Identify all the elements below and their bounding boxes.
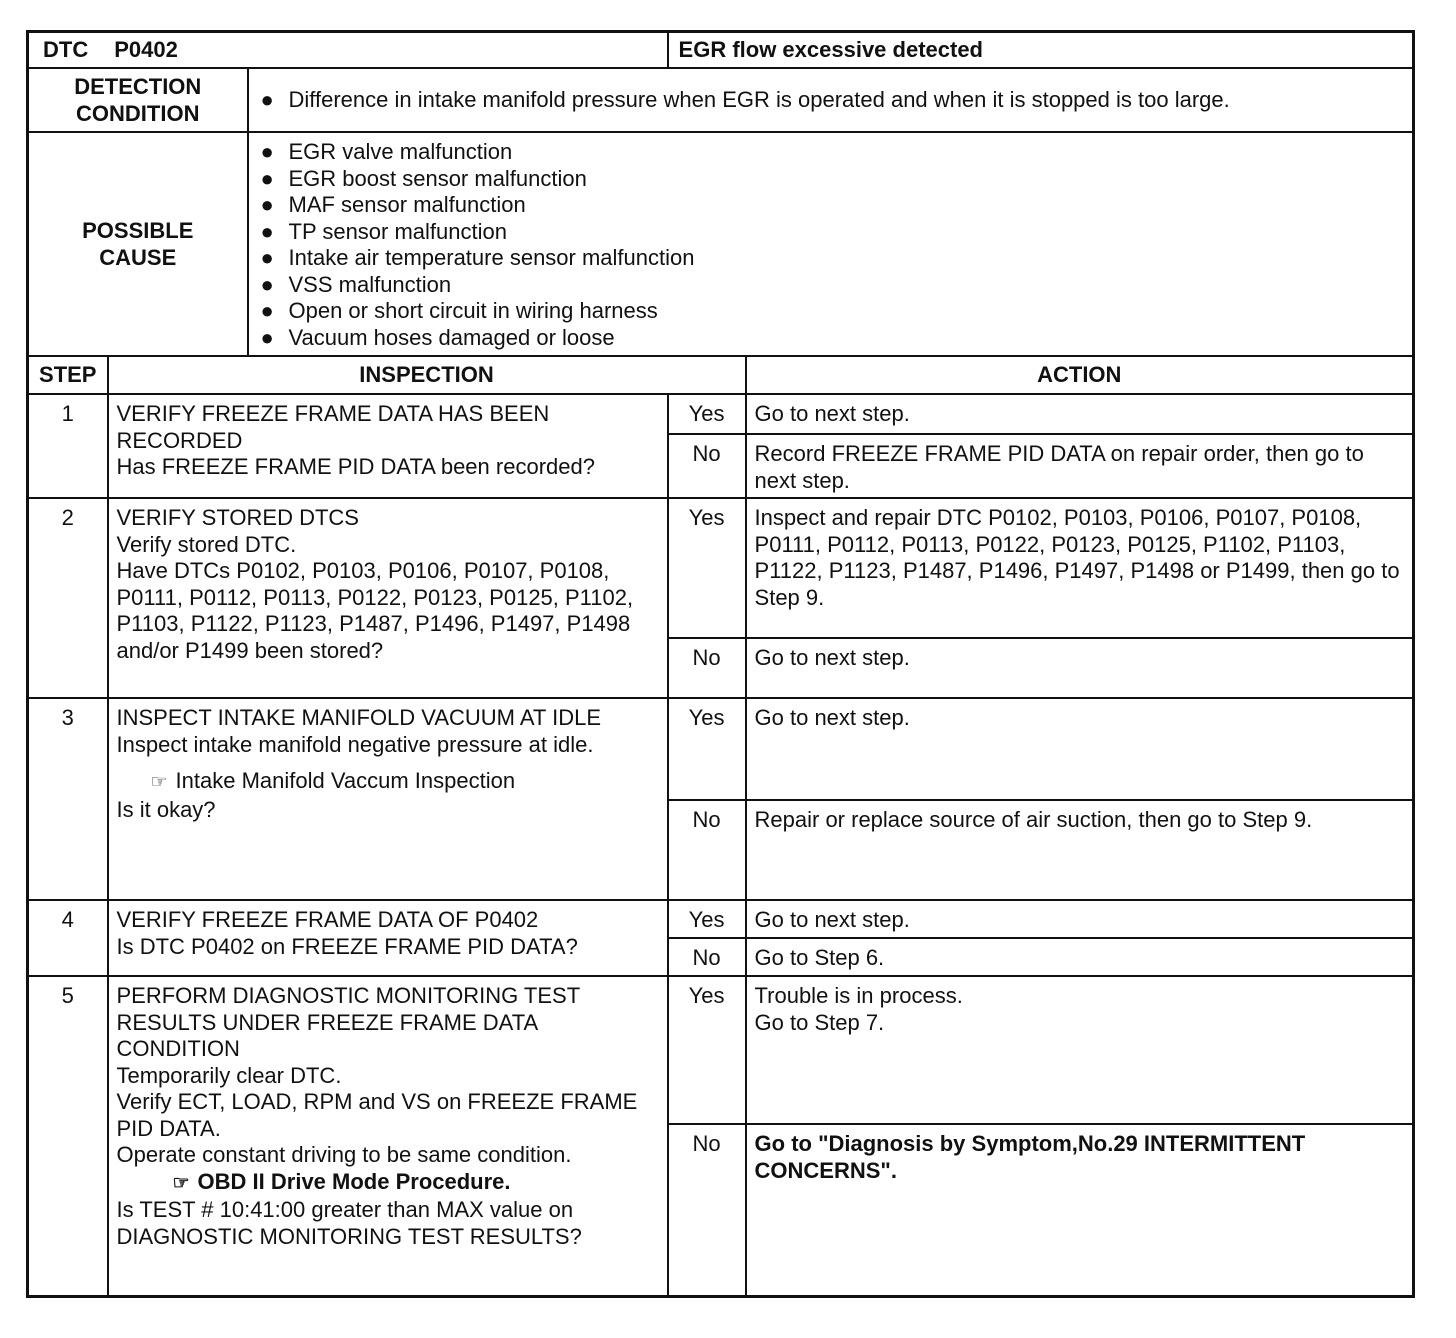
header-row	[28, 32, 1414, 69]
step-5-yes-action	[746, 976, 1414, 1124]
step-4-question: Is DTC P0402 on FREEZE FRAME PID DATA?	[116, 933, 578, 959]
cause-item-text: MAF sensor malfunction	[288, 192, 526, 217]
bullet-icon: ●	[260, 165, 274, 191]
cause-item	[257, 298, 1405, 325]
cause-item-text: VSS malfunction	[288, 271, 452, 297]
no-label: No	[668, 938, 746, 976]
column-header-row	[28, 356, 1414, 394]
bullet-icon: ●	[260, 192, 274, 217]
step-4-yes-row	[28, 900, 1414, 938]
step-3-title: INSPECT INTAKE MANIFOLD VACUUM AT IDLE	[116, 705, 601, 730]
step-5-question: Is TEST # 10:41:00 greater than MAX value on DIAGNOSTIC MONITORING TEST RESULTS?	[116, 1197, 582, 1249]
dtc-code-cell	[28, 32, 668, 69]
col-header-inspection: INSPECTION	[108, 356, 746, 394]
step-1-yes-row	[28, 394, 1414, 434]
step-5-yes-action-line2: Go to Step 7.	[754, 1009, 885, 1035]
step-3-no-action: Repair or replace source of air suction, then go to Step 9.	[746, 800, 1414, 900]
step-2-question: Have DTCs P0102, P0103, P0106, P0107, P0108, P0111, P0112, P0113, P0122, P0123, P0125, P1102, P1103, P1122, P1123, P1487, P1496, P1497, P1498 and/or P1499 been stored?	[116, 558, 634, 663]
dtc-title: EGR flow excessive detected	[668, 32, 1414, 69]
cause-item-text: Vacuum hoses damaged or loose	[288, 324, 615, 350]
dtc-label: DTC	[43, 36, 89, 62]
cause-label-line2: CAUSE	[99, 245, 177, 270]
step-2-yes-action: Inspect and repair DTC P0102, P0103, P0106, P0107, P0108, P0111, P0112, P0113, P0122, P0123, P0125, P1102, P1103, P1122, P1123, P1487, P1496, P1497, P1498 or P1499, then go to Step 9.	[746, 498, 1414, 638]
step-4-title: VERIFY FREEZE FRAME DATA OF P0402	[116, 907, 539, 932]
step-2-line: Verify stored DTC.	[116, 531, 297, 557]
yes-label: Yes	[668, 698, 746, 800]
step-1-yes-action: Go to next step.	[746, 394, 1414, 434]
step-number: 5	[28, 976, 108, 1297]
col-header-step: STEP	[28, 356, 108, 394]
step-1-inspection	[108, 394, 668, 498]
detection-row	[28, 68, 1414, 132]
detection-text: Difference in intake manifold pressure when EGR is operated and when it is stopped is too large.	[288, 86, 1230, 112]
dtc-table	[26, 30, 1415, 1298]
pointing-hand-icon: ☞	[172, 1172, 190, 1194]
cause-item	[257, 166, 1405, 193]
cause-item-text: TP sensor malfunction	[288, 218, 507, 244]
step-3-reference	[117, 768, 659, 797]
cause-item-text: EGR boost sensor malfunction	[288, 165, 587, 191]
step-2-yes-row	[28, 498, 1414, 638]
step-5-reference-text: OBD II Drive Mode Procedure.	[197, 1168, 511, 1194]
step-1-title: VERIFY FREEZE FRAME DATA HAS BEEN RECORDED	[116, 401, 550, 453]
cause-item	[257, 325, 1405, 352]
step-number: 3	[28, 698, 108, 900]
cause-item-text: Open or short circuit in wiring harness	[288, 298, 658, 323]
step-5-reference	[117, 1169, 659, 1198]
cause-list-cell	[248, 132, 1414, 356]
no-label: No	[668, 638, 746, 698]
step-2-no-action: Go to next step.	[746, 638, 1414, 698]
detection-label-line2: CONDITION	[76, 101, 200, 126]
cause-label-line1: POSSIBLE	[82, 218, 194, 243]
step-5-title: PERFORM DIAGNOSTIC MONITORING TEST RESULTS UNDER FREEZE FRAME DATA CONDITION	[116, 983, 580, 1061]
step-number: 2	[28, 498, 108, 698]
cause-row	[28, 132, 1414, 356]
dtc-diagnostic-sheet	[26, 30, 1412, 1298]
step-3-yes-row	[28, 698, 1414, 800]
bullet-icon: ●	[260, 245, 274, 270]
step-2-title: VERIFY STORED DTCS	[116, 505, 359, 530]
step-3-inspection	[108, 698, 668, 900]
cause-item	[257, 245, 1405, 272]
yes-label: Yes	[668, 900, 746, 938]
detection-item	[257, 87, 1405, 114]
bullet-icon: ●	[260, 86, 274, 112]
yes-label: Yes	[668, 498, 746, 638]
step-2-inspection	[108, 498, 668, 698]
cause-item-text: EGR valve malfunction	[288, 139, 513, 164]
step-3-yes-action: Go to next step.	[746, 698, 1414, 800]
detection-label-line1: DETECTION	[74, 74, 202, 99]
cause-list	[257, 139, 1405, 351]
step-3-reference-text: Intake Manifold Vaccum Inspection	[175, 768, 516, 793]
step-5-inspection	[108, 976, 668, 1297]
dtc-code: P0402	[114, 36, 178, 62]
step-4-yes-action: Go to next step.	[746, 900, 1414, 938]
cause-item	[257, 272, 1405, 299]
yes-label: Yes	[668, 394, 746, 434]
pointing-hand-icon: ☞	[150, 772, 168, 793]
cause-label	[28, 132, 248, 356]
step-5-line-2: Verify ECT, LOAD, RPM and VS on FREEZE FRAME PID DATA.	[116, 1089, 638, 1141]
step-5-yes-row	[28, 976, 1414, 1124]
bullet-icon: ●	[260, 324, 274, 350]
cause-item	[257, 139, 1405, 166]
no-label: No	[668, 434, 746, 498]
cause-item	[257, 219, 1405, 246]
step-number: 1	[28, 394, 108, 498]
yes-label: Yes	[668, 976, 746, 1124]
step-1-question: Has FREEZE FRAME PID DATA been recorded?	[116, 454, 595, 479]
step-5-line-3: Operate constant driving to be same condition.	[116, 1142, 572, 1167]
step-3-line: Inspect intake manifold negative pressure at idle.	[116, 731, 594, 757]
cause-item	[257, 192, 1405, 219]
bullet-icon: ●	[260, 218, 274, 244]
step-number: 4	[28, 900, 108, 976]
bullet-icon: ●	[260, 139, 274, 164]
bullet-icon: ●	[260, 271, 274, 297]
detection-label	[28, 68, 248, 132]
step-4-inspection	[108, 900, 668, 976]
step-5-no-action: Go to "Diagnosis by Symptom,No.29 INTERMITTENT CONCERNS".	[746, 1124, 1414, 1297]
step-4-no-action: Go to Step 6.	[746, 938, 1414, 976]
no-label: No	[668, 800, 746, 900]
step-5-line-1: Temporarily clear DTC.	[116, 1062, 342, 1088]
step-5-yes-action-line1: Trouble is in process.	[754, 983, 963, 1008]
col-header-action: ACTION	[746, 356, 1414, 394]
step-1-no-action: Record FREEZE FRAME PID DATA on repair order, then go to next step.	[746, 434, 1414, 498]
bullet-icon: ●	[260, 298, 274, 323]
cause-item-text: Intake air temperature sensor malfunction	[288, 245, 695, 270]
step-3-question: Is it okay?	[116, 796, 216, 822]
detection-text-cell	[248, 68, 1414, 132]
no-label: No	[668, 1124, 746, 1297]
